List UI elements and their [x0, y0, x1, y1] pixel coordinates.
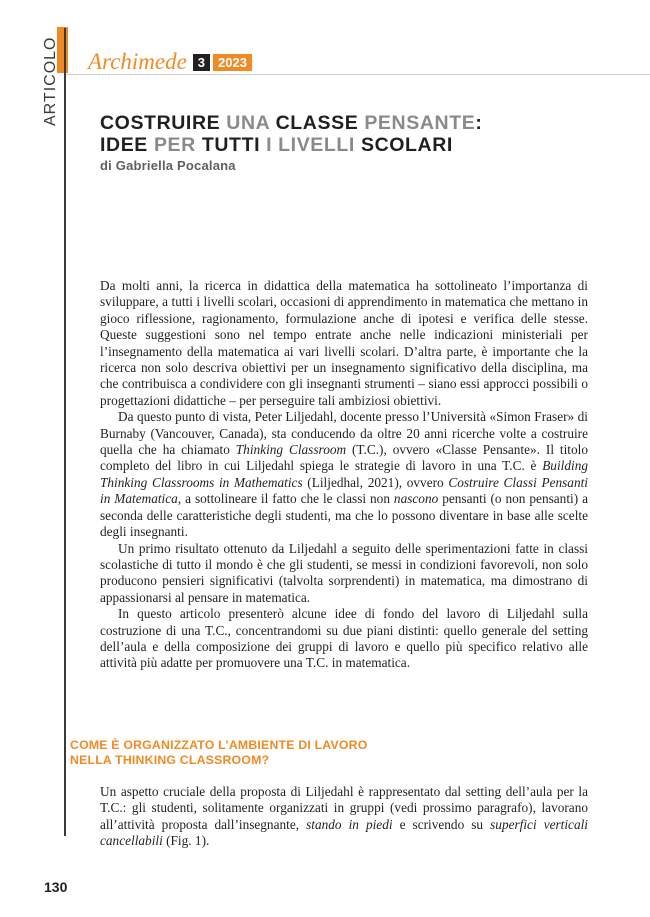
journal-name: Archimede — [88, 49, 187, 74]
italic-text: superfici verticali cancellabili — [100, 816, 588, 849]
issue-badge: 3 — [193, 54, 210, 71]
text-run: Un aspetto cruciale della proposta di Liljedahl è rappresentato dal setting dell’aula per la T.C.: gli studenti, solitamente organizzati in gruppi (vedi prossimo paragrafo), lavorano all’attività proposta dall’insegnante, — [100, 784, 588, 832]
title-word: SCOLARI — [360, 134, 453, 156]
text-run: e scrivendo su — [392, 816, 491, 832]
body-paragraph — [100, 541, 588, 607]
italic-text: stando in piedi — [306, 816, 393, 832]
author-byline: di Gabriella Pocalana — [100, 158, 236, 173]
title-word: PER — [153, 134, 202, 156]
text-run: Un primo risultato ottenuto da Liljedahl a seguito delle sperimentazioni fatte in classi scolastiche di tutto il mondo è che gli studenti, se messi in condizioni favorevoli, non solo producono pensieri significativi (talvolta sorprendenti) in matematica, ma dimostrano di appassionarsi al pensare in matematica. — [100, 540, 588, 605]
title-word: COSTRUIRE — [100, 112, 227, 134]
title-word: PENSANTE — [364, 112, 476, 134]
text-run: , a sottolineare il fatto che le classi non — [177, 491, 394, 507]
title-word: IDEE — [100, 134, 154, 156]
journal-header — [88, 50, 252, 73]
text-run: (Liljedhal, 2021), ovvero — [302, 474, 449, 490]
title-line-2 — [100, 134, 620, 156]
title-word: I LIVELLI — [266, 134, 361, 156]
section-heading-line-1: COME È ORGANIZZATO L’AMBIENTE DI LAVORO — [70, 738, 368, 752]
text-run: (Fig. 1). — [162, 833, 210, 849]
article-title — [100, 112, 620, 156]
italic-text: nascono — [393, 491, 439, 507]
body-paragraph — [100, 278, 588, 409]
text-run: Da molti anni, la ricerca in didattica della matematica ha sottolineato l’importanza di sviluppare, a tutti i livelli scolari, occasioni di apprendimento in matematica che mettano in gioco riflessione, ragionamento, formulazione anche di ipotesi e verifica delle stesse. Queste suggestioni sono nel tempo entrate anche nelle indicazioni ministeriali per l’insegnamento della matematica ai vari livelli scolari. D’altra parte, è importante che la ricerca non solo descriva obiettivi per un insegnamento significativo della disciplina, ma che contribuisca a condividere con gli insegnanti strumenti – siano essi approcci possibili o progettazioni didattiche – per perseguire tali ambiziosi obiettivi. — [100, 278, 588, 408]
page-number: 130 — [44, 879, 68, 895]
section-paragraph — [100, 784, 588, 850]
text-run: (T.C.), ovvero «Classe Pensante». Il titolo completo del libro in cui Liljedahl spiega le strategie di lavoro in una T.C. è — [100, 442, 588, 474]
title-line-1 — [100, 112, 620, 134]
text-run: Da questo punto di vista, Peter Liljedahl, docente presso l’Università «Simon Fraser» di Burnaby (Vancouver, Canada), sta conducendo da oltre 20 anni ricerche volte a costruire quella che ha chiamato — [100, 409, 588, 458]
italic-text: Building Thinking Classrooms in Mathematics — [100, 458, 588, 490]
year-badge: 2023 — [213, 54, 252, 71]
section-body — [100, 784, 588, 850]
article-body — [100, 278, 588, 672]
header-rule — [66, 74, 650, 75]
italic-text: Costruire Classi Pensanti in Matematica — [100, 474, 588, 507]
body-paragraph — [100, 606, 588, 672]
title-word: TUTTI — [201, 134, 267, 156]
body-paragraph — [100, 409, 588, 540]
section-heading-line-2: NELLA THINKING CLASSROOM? — [70, 753, 270, 767]
margin-rule — [64, 28, 66, 836]
section-label: ARTICOLO — [42, 36, 59, 126]
section-heading — [70, 738, 590, 768]
text-run: In questo articolo presenterò alcune idee di fondo del lavoro di Liljedahl sulla costruzione di una T.C., concentrandomi su due piani distinti: quello generale del setting dell’aula e della composizione dei gruppi di lavoro e quello più specifico relativo alle attività più adatte per promuovere una T.C. in matematica. — [100, 606, 588, 671]
title-word: UNA — [226, 112, 276, 134]
italic-text: Thinking Classroom — [235, 442, 347, 458]
title-word: : — [475, 112, 483, 134]
title-word: CLASSE — [275, 112, 365, 134]
text-run: pensanti (o non pensanti) a seconda delle caratteristiche degli studenti, ma che lo possono diventare in base alle scelte degli insegnanti. — [100, 491, 588, 540]
